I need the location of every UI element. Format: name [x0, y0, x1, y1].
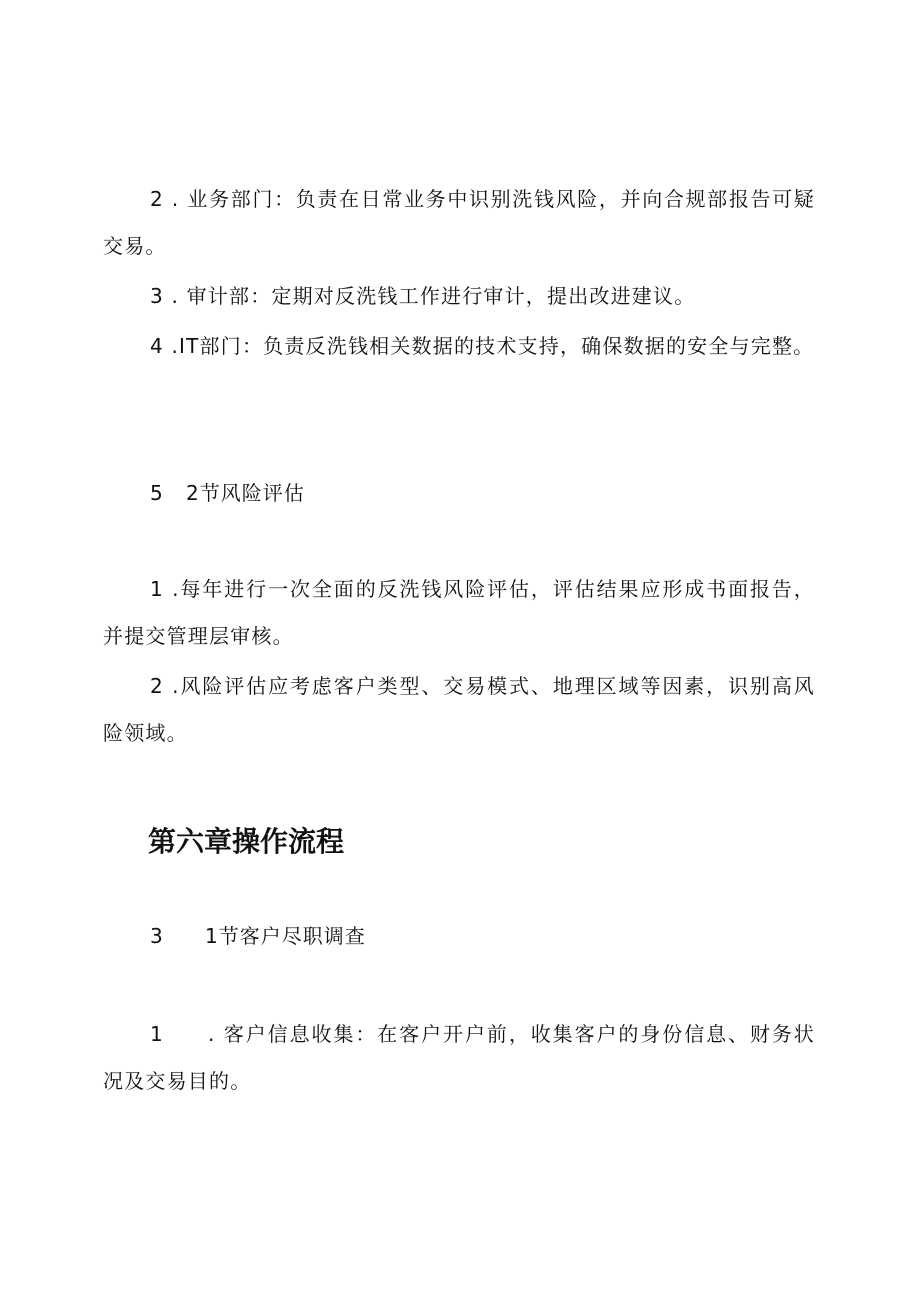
risk-item-annual-assessment: 1 .每年进行一次全面的反洗钱风险评估，评估结果应形成书面报告，并提交管理层审核。: [103, 577, 815, 648]
section-title: 2节风险评估: [186, 481, 305, 505]
cdd-item-customer-info: [103, 1011, 815, 1105]
section-number: 5: [150, 481, 164, 505]
org-item-it-dept: 4 .IT部门：负责反洗钱相关数据的技术支持，确保数据的安全与完整。: [150, 334, 815, 358]
section-cdd-heading: [150, 921, 366, 951]
chapter-title: 第六章操作流程: [148, 825, 345, 858]
section-number: 3: [150, 924, 164, 948]
item-text: . 客户信息收集：在客户开户前，收集客户的身份信息、财务状况及交易目的。: [103, 1022, 815, 1093]
section-title: 1节客户尽职调查: [205, 924, 366, 948]
org-item-audit-dept: 3 . 审计部：定期对反洗钱工作进行审计，提出改进建议。: [150, 284, 696, 308]
section-risk-assessment-heading: [150, 478, 305, 508]
risk-item-factors: 2 .风险评估应考虑客户类型、交易模式、地理区域等因素，识别高风险领域。: [103, 674, 815, 745]
org-item-business-dept: 2 . 业务部门：负责在日常业务中识别洗钱风险，并向合规部报告可疑交易。: [103, 187, 815, 258]
item-number: 1: [150, 1022, 164, 1046]
